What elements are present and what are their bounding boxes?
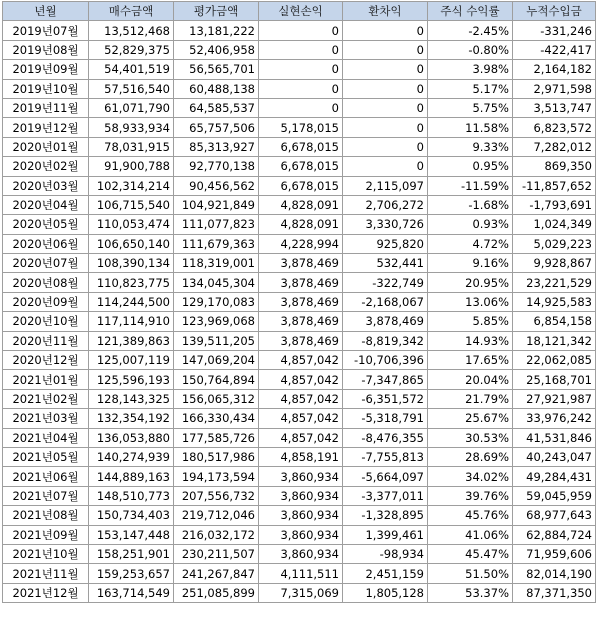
cell-month: 2021년05월 [3, 447, 89, 466]
header-fx-gain: 환차익 [343, 2, 428, 21]
cell-valuation-amount: 177,585,726 [174, 428, 259, 447]
cell-realized-pnl: 4,111,511 [259, 564, 343, 583]
cell-valuation-amount: 123,969,068 [174, 312, 259, 331]
cell-valuation-amount: 139,511,205 [174, 331, 259, 350]
cell-valuation-amount: 230,211,507 [174, 544, 259, 563]
cell-fx-gain: 0 [343, 40, 428, 59]
cell-purchase-amount: 106,650,140 [89, 234, 174, 253]
cell-purchase-amount: 140,274,939 [89, 447, 174, 466]
cell-cumulative-income: 62,884,724 [513, 525, 596, 544]
cell-stock-return: 0.95% [428, 157, 513, 176]
cell-month: 2020년04월 [3, 195, 89, 214]
cell-purchase-amount: 163,714,549 [89, 583, 174, 602]
cell-purchase-amount: 57,516,540 [89, 79, 174, 98]
cell-month: 2019년09월 [3, 60, 89, 79]
cell-fx-gain: 3,878,469 [343, 312, 428, 331]
cell-valuation-amount: 251,085,899 [174, 583, 259, 602]
cell-purchase-amount: 150,734,403 [89, 506, 174, 525]
cell-purchase-amount: 114,244,500 [89, 292, 174, 311]
cell-fx-gain: 1,805,128 [343, 583, 428, 602]
monthly-returns-table [2, 1, 596, 603]
cell-cumulative-income: -331,246 [513, 21, 596, 40]
cell-cumulative-income: 82,014,190 [513, 564, 596, 583]
table-container [2, 1, 596, 603]
cell-purchase-amount: 54,401,519 [89, 60, 174, 79]
cell-stock-return: 25.67% [428, 409, 513, 428]
cell-valuation-amount: 111,679,363 [174, 234, 259, 253]
cell-purchase-amount: 117,114,910 [89, 312, 174, 331]
cell-purchase-amount: 158,251,901 [89, 544, 174, 563]
cell-realized-pnl: 0 [259, 98, 343, 117]
cell-month: 2021년04월 [3, 428, 89, 447]
cell-month: 2019년10월 [3, 79, 89, 98]
cell-realized-pnl: 5,178,015 [259, 118, 343, 137]
cell-fx-gain: 2,115,097 [343, 176, 428, 195]
cell-purchase-amount: 121,389,863 [89, 331, 174, 350]
cell-fx-gain: 1,399,461 [343, 525, 428, 544]
cell-month: 2020년09월 [3, 292, 89, 311]
cell-stock-return: 34.02% [428, 467, 513, 486]
table-row [3, 254, 596, 273]
cell-purchase-amount: 78,031,915 [89, 137, 174, 156]
table-row [3, 544, 596, 563]
cell-fx-gain: -1,328,895 [343, 506, 428, 525]
cell-realized-pnl: 3,860,934 [259, 467, 343, 486]
cell-month: 2021년11월 [3, 564, 89, 583]
cell-stock-return: 51.50% [428, 564, 513, 583]
cell-realized-pnl: 0 [259, 40, 343, 59]
cell-month: 2021년02월 [3, 389, 89, 408]
table-row [3, 215, 596, 234]
table-row [3, 195, 596, 214]
cell-fx-gain: -7,755,813 [343, 447, 428, 466]
cell-realized-pnl: 4,228,994 [259, 234, 343, 253]
cell-cumulative-income: 33,976,242 [513, 409, 596, 428]
cell-fx-gain: 925,820 [343, 234, 428, 253]
table-row [3, 157, 596, 176]
table-row [3, 409, 596, 428]
cell-valuation-amount: 104,921,849 [174, 195, 259, 214]
table-body [3, 21, 596, 603]
cell-cumulative-income: 41,531,846 [513, 428, 596, 447]
header-row [3, 2, 596, 21]
cell-valuation-amount: 134,045,304 [174, 273, 259, 292]
cell-stock-return: 30.53% [428, 428, 513, 447]
cell-cumulative-income: 40,243,047 [513, 447, 596, 466]
cell-realized-pnl: 4,857,042 [259, 409, 343, 428]
cell-purchase-amount: 52,829,375 [89, 40, 174, 59]
cell-valuation-amount: 166,330,434 [174, 409, 259, 428]
header-cumulative-income: 누적수입금 [513, 2, 596, 21]
cell-realized-pnl: 3,860,934 [259, 544, 343, 563]
cell-valuation-amount: 216,032,172 [174, 525, 259, 544]
cell-fx-gain: -322,749 [343, 273, 428, 292]
cell-stock-return: 0.93% [428, 215, 513, 234]
cell-realized-pnl: 3,878,469 [259, 273, 343, 292]
cell-stock-return: 9.33% [428, 137, 513, 156]
table-row [3, 447, 596, 466]
table-row [3, 234, 596, 253]
cell-fx-gain: -5,664,097 [343, 467, 428, 486]
cell-valuation-amount: 150,764,894 [174, 370, 259, 389]
cell-valuation-amount: 219,712,046 [174, 506, 259, 525]
table-row [3, 486, 596, 505]
cell-realized-pnl: 3,860,934 [259, 525, 343, 544]
cell-stock-return: 9.16% [428, 254, 513, 273]
cell-fx-gain: -98,934 [343, 544, 428, 563]
cell-month: 2020년05월 [3, 215, 89, 234]
cell-stock-return: 41.06% [428, 525, 513, 544]
table-row [3, 428, 596, 447]
cell-purchase-amount: 110,823,775 [89, 273, 174, 292]
cell-month: 2021년12월 [3, 583, 89, 602]
cell-cumulative-income: 71,959,606 [513, 544, 596, 563]
cell-fx-gain: -8,819,342 [343, 331, 428, 350]
cell-month: 2021년03월 [3, 409, 89, 428]
cell-stock-return: 53.37% [428, 583, 513, 602]
cell-stock-return: 13.06% [428, 292, 513, 311]
table-row [3, 351, 596, 370]
cell-realized-pnl: 3,878,469 [259, 312, 343, 331]
table-row [3, 292, 596, 311]
cell-month: 2021년06월 [3, 467, 89, 486]
cell-cumulative-income: 22,062,085 [513, 351, 596, 370]
cell-valuation-amount: 207,556,732 [174, 486, 259, 505]
cell-realized-pnl: 0 [259, 79, 343, 98]
cell-fx-gain: 0 [343, 21, 428, 40]
cell-valuation-amount: 64,585,537 [174, 98, 259, 117]
cell-valuation-amount: 90,456,562 [174, 176, 259, 195]
cell-valuation-amount: 194,173,594 [174, 467, 259, 486]
cell-realized-pnl: 4,857,042 [259, 389, 343, 408]
cell-stock-return: 20.04% [428, 370, 513, 389]
cell-stock-return: 17.65% [428, 351, 513, 370]
cell-valuation-amount: 156,065,312 [174, 389, 259, 408]
cell-fx-gain: -5,318,791 [343, 409, 428, 428]
cell-realized-pnl: 3,860,934 [259, 506, 343, 525]
cell-month: 2021년07월 [3, 486, 89, 505]
table-row [3, 40, 596, 59]
cell-month: 2020년03월 [3, 176, 89, 195]
cell-fx-gain: -8,476,355 [343, 428, 428, 447]
cell-fx-gain: 2,706,272 [343, 195, 428, 214]
cell-fx-gain: 532,441 [343, 254, 428, 273]
header-realized-pnl: 실현손익 [259, 2, 343, 21]
cell-fx-gain: 0 [343, 98, 428, 117]
cell-cumulative-income: 59,045,959 [513, 486, 596, 505]
table-row [3, 312, 596, 331]
cell-realized-pnl: 6,678,015 [259, 137, 343, 156]
cell-cumulative-income: 1,024,349 [513, 215, 596, 234]
cell-cumulative-income: 23,221,529 [513, 273, 596, 292]
cell-purchase-amount: 128,143,325 [89, 389, 174, 408]
cell-cumulative-income: 18,121,342 [513, 331, 596, 350]
cell-stock-return: 5.85% [428, 312, 513, 331]
cell-month: 2021년01월 [3, 370, 89, 389]
cell-purchase-amount: 125,596,193 [89, 370, 174, 389]
cell-stock-return: 21.79% [428, 389, 513, 408]
cell-month: 2020년12월 [3, 351, 89, 370]
cell-realized-pnl: 3,860,934 [259, 486, 343, 505]
cell-purchase-amount: 159,253,657 [89, 564, 174, 583]
cell-cumulative-income: 2,164,182 [513, 60, 596, 79]
cell-realized-pnl: 6,678,015 [259, 157, 343, 176]
cell-fx-gain: -2,168,067 [343, 292, 428, 311]
cell-month: 2020년02월 [3, 157, 89, 176]
cell-realized-pnl: 4,858,191 [259, 447, 343, 466]
cell-cumulative-income: 27,921,987 [513, 389, 596, 408]
table-row [3, 331, 596, 350]
table-row [3, 118, 596, 137]
cell-month: 2020년01월 [3, 137, 89, 156]
cell-cumulative-income: 9,928,867 [513, 254, 596, 273]
table-row [3, 525, 596, 544]
cell-stock-return: 5.17% [428, 79, 513, 98]
cell-month: 2020년07월 [3, 254, 89, 273]
cell-realized-pnl: 3,878,469 [259, 331, 343, 350]
cell-purchase-amount: 108,390,134 [89, 254, 174, 273]
cell-realized-pnl: 3,878,469 [259, 254, 343, 273]
table-row [3, 98, 596, 117]
cell-valuation-amount: 147,069,204 [174, 351, 259, 370]
cell-cumulative-income: 3,513,747 [513, 98, 596, 117]
cell-purchase-amount: 144,889,163 [89, 467, 174, 486]
cell-realized-pnl: 4,857,042 [259, 370, 343, 389]
table-row [3, 137, 596, 156]
cell-cumulative-income: -422,417 [513, 40, 596, 59]
cell-stock-return: 45.47% [428, 544, 513, 563]
cell-realized-pnl: 7,315,069 [259, 583, 343, 602]
cell-cumulative-income: 6,823,572 [513, 118, 596, 137]
cell-cumulative-income: -11,857,652 [513, 176, 596, 195]
cell-realized-pnl: 6,678,015 [259, 176, 343, 195]
cell-realized-pnl: 3,878,469 [259, 292, 343, 311]
cell-valuation-amount: 118,319,001 [174, 254, 259, 273]
cell-fx-gain: 3,330,726 [343, 215, 428, 234]
cell-purchase-amount: 91,900,788 [89, 157, 174, 176]
cell-purchase-amount: 153,147,448 [89, 525, 174, 544]
cell-purchase-amount: 58,933,934 [89, 118, 174, 137]
table-row [3, 564, 596, 583]
cell-cumulative-income: 7,282,012 [513, 137, 596, 156]
header-stock-return: 주식 수익률 [428, 2, 513, 21]
cell-purchase-amount: 13,512,468 [89, 21, 174, 40]
cell-cumulative-income: 14,925,583 [513, 292, 596, 311]
cell-stock-return: -11.59% [428, 176, 513, 195]
cell-stock-return: 20.95% [428, 273, 513, 292]
cell-cumulative-income: 25,168,701 [513, 370, 596, 389]
cell-purchase-amount: 61,071,790 [89, 98, 174, 117]
table-row [3, 506, 596, 525]
cell-month: 2020년06월 [3, 234, 89, 253]
cell-valuation-amount: 65,757,506 [174, 118, 259, 137]
cell-valuation-amount: 60,488,138 [174, 79, 259, 98]
table-row [3, 370, 596, 389]
cell-purchase-amount: 132,354,192 [89, 409, 174, 428]
cell-month: 2019년11월 [3, 98, 89, 117]
cell-stock-return: 39.76% [428, 486, 513, 505]
cell-cumulative-income: 5,029,223 [513, 234, 596, 253]
cell-stock-return: 45.76% [428, 506, 513, 525]
cell-purchase-amount: 125,007,119 [89, 351, 174, 370]
cell-fx-gain: 0 [343, 118, 428, 137]
cell-month: 2021년10월 [3, 544, 89, 563]
cell-stock-return: 11.58% [428, 118, 513, 137]
cell-stock-return: 14.93% [428, 331, 513, 350]
cell-valuation-amount: 129,170,083 [174, 292, 259, 311]
table-row [3, 21, 596, 40]
cell-stock-return: 28.69% [428, 447, 513, 466]
cell-valuation-amount: 180,517,986 [174, 447, 259, 466]
table-row [3, 60, 596, 79]
cell-valuation-amount: 56,565,701 [174, 60, 259, 79]
cell-cumulative-income: 68,977,643 [513, 506, 596, 525]
cell-fx-gain: 0 [343, 137, 428, 156]
cell-stock-return: 3.98% [428, 60, 513, 79]
cell-purchase-amount: 110,053,474 [89, 215, 174, 234]
cell-month: 2020년10월 [3, 312, 89, 331]
cell-valuation-amount: 241,267,847 [174, 564, 259, 583]
cell-month: 2021년08월 [3, 506, 89, 525]
cell-month: 2019년12월 [3, 118, 89, 137]
cell-stock-return: -0.80% [428, 40, 513, 59]
cell-cumulative-income: 6,854,158 [513, 312, 596, 331]
cell-cumulative-income: 87,371,350 [513, 583, 596, 602]
table-row [3, 583, 596, 602]
cell-month: 2019년08월 [3, 40, 89, 59]
header-valuation-amount: 평가금액 [174, 2, 259, 21]
cell-realized-pnl: 0 [259, 60, 343, 79]
table-row [3, 176, 596, 195]
table-row [3, 79, 596, 98]
table-row [3, 389, 596, 408]
cell-fx-gain: -7,347,865 [343, 370, 428, 389]
cell-cumulative-income: 869,350 [513, 157, 596, 176]
cell-fx-gain: -6,351,572 [343, 389, 428, 408]
cell-realized-pnl: 0 [259, 21, 343, 40]
cell-fx-gain: -3,377,011 [343, 486, 428, 505]
cell-cumulative-income: -1,793,691 [513, 195, 596, 214]
header-purchase-amount: 매수금액 [89, 2, 174, 21]
cell-valuation-amount: 52,406,958 [174, 40, 259, 59]
cell-month: 2020년08월 [3, 273, 89, 292]
cell-month: 2021년09월 [3, 525, 89, 544]
cell-realized-pnl: 4,828,091 [259, 215, 343, 234]
cell-fx-gain: 0 [343, 60, 428, 79]
cell-realized-pnl: 4,857,042 [259, 351, 343, 370]
cell-cumulative-income: 2,971,598 [513, 79, 596, 98]
cell-purchase-amount: 102,314,214 [89, 176, 174, 195]
cell-valuation-amount: 92,770,138 [174, 157, 259, 176]
table-row [3, 467, 596, 486]
cell-month: 2020년11월 [3, 331, 89, 350]
cell-purchase-amount: 148,510,773 [89, 486, 174, 505]
cell-fx-gain: 0 [343, 79, 428, 98]
header-month: 년월 [3, 2, 89, 21]
cell-realized-pnl: 4,857,042 [259, 428, 343, 447]
cell-stock-return: -2.45% [428, 21, 513, 40]
cell-stock-return: 4.72% [428, 234, 513, 253]
cell-realized-pnl: 4,828,091 [259, 195, 343, 214]
table-row [3, 273, 596, 292]
cell-fx-gain: 2,451,159 [343, 564, 428, 583]
cell-stock-return: 5.75% [428, 98, 513, 117]
cell-valuation-amount: 85,313,927 [174, 137, 259, 156]
cell-stock-return: -1.68% [428, 195, 513, 214]
cell-valuation-amount: 111,077,823 [174, 215, 259, 234]
cell-purchase-amount: 136,053,880 [89, 428, 174, 447]
cell-purchase-amount: 106,715,540 [89, 195, 174, 214]
cell-month: 2019년07월 [3, 21, 89, 40]
cell-fx-gain: 0 [343, 157, 428, 176]
cell-fx-gain: -10,706,396 [343, 351, 428, 370]
cell-valuation-amount: 13,181,222 [174, 21, 259, 40]
cell-cumulative-income: 49,284,431 [513, 467, 596, 486]
